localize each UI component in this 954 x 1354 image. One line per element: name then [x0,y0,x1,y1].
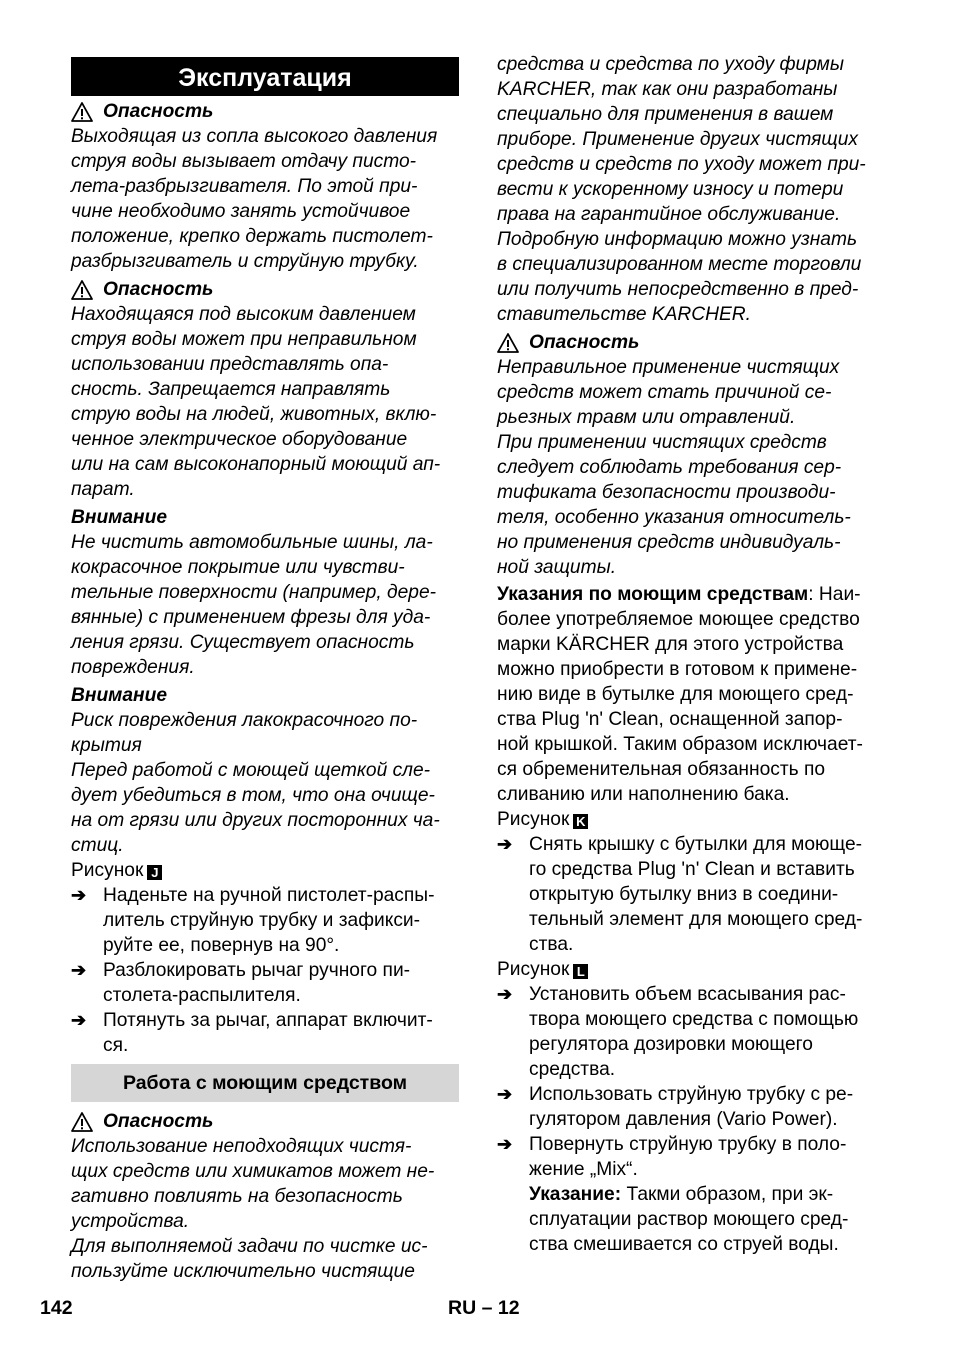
text-line: или на сам высоконапорный моющий ап- [71,454,441,475]
text-line: средств и средств по уходу может при- [497,154,866,175]
danger-heading-4 [497,330,889,355]
caution-heading-1: Внимание [71,507,168,528]
subsection-heading: Работа с моющим средством [71,1064,459,1102]
warning-triangle-icon [497,333,519,353]
text-line: струю воды на людей, животных, вклю- [71,404,437,425]
text-line: струя воды может при неправильном [71,329,417,350]
text-line: Потянуть за рычаг, аппарат включит- [103,1010,433,1031]
steps-list-k [497,832,889,957]
text-line: твора моющего средства с помощью [529,1009,859,1030]
danger-heading-1 [71,99,459,124]
text-line: литель струйную трубку и зафикси- [103,910,421,931]
text-line: Подробную информацию можно узнать [497,229,858,250]
step-text [103,883,459,958]
step-item [497,1082,889,1132]
notes-heading: Указания по моющим средствам [497,584,809,605]
text-line: Не чистить автомобильные шины, ла- [71,532,433,553]
warning-triangle-icon [71,280,93,300]
text-line: Выходящая из сопла высокого давления [71,126,438,147]
text-line: разбрызгиватель и струйную трубку. [71,251,419,272]
text-line: жение „Mix“. [529,1159,638,1180]
text-line: права на гарантийное обслуживание. [497,204,841,225]
text-line: Находящаяся под высоким давлением [71,304,416,325]
text-line: марки KÄRCHER для этого устройства [497,634,844,655]
danger-label: Опасность [103,279,214,300]
text-line: Установить объем всасывания рас- [529,984,846,1005]
continued-text [497,52,889,327]
text-line: ся обременительная обязанность по [497,759,826,780]
arrow-right-icon: ➔ [497,834,513,854]
text-line: парат. [71,479,135,500]
text-line: Использовать струйную трубку с ре- [529,1084,854,1105]
notes-text [497,607,889,807]
text-line: сность. Запрещается направлять [71,379,391,400]
figure-reference-l [497,957,889,982]
figure-reference-j [71,858,459,883]
step-text [529,1082,889,1132]
step-text [529,1132,889,1182]
text-line: струя воды вызывает отдачу писто- [71,151,417,172]
text-line: ства смешивается со струей воды. [529,1234,839,1255]
text-line: теля, особенно указания относитель- [497,507,851,528]
step-item [71,1008,459,1058]
arrow-right-icon: ➔ [497,984,513,1004]
text-line: вянные) с применением фрезы для уда- [71,607,431,628]
text-line: кокрасочное покрытие или чувстви- [71,557,405,578]
note-block [497,1182,889,1257]
text-line: в специализированном месте торговли [497,254,862,275]
figure-key-icon: L [573,964,588,979]
text-line: сливанию или наполнению бака. [497,784,790,805]
text-line: Риск повреждения лакокрасочного по- [71,710,418,731]
page-reference: RU – 12 [448,1297,520,1319]
text-line: гативно повлиять на безопасность [71,1186,403,1207]
text-line: открытую бутылку вниз в соедини- [529,884,839,905]
step-text [529,832,889,957]
note-text [529,1207,889,1257]
text-line: ченное электрическое оборудование [71,429,408,450]
text-line: Использование неподходящих чистя- [71,1136,412,1157]
page-number: 142 [40,1297,73,1319]
text-line: Перед работой с моющей щеткой сле- [71,760,431,781]
text-line: можно приобрести в готовом к примене- [497,659,858,680]
figure-key-icon: J [147,865,162,880]
text-line: ления грязи. Существует опасность [71,632,415,653]
text-line: го средства Plug 'n' Clean и вставить [529,859,855,880]
text-line: на от грязи или других посторонних ча- [71,810,440,831]
text-line: руйте ее, повернув на 90°. [103,935,340,956]
note-label: Указание: [529,1184,622,1205]
step-item [497,832,889,957]
figure-reference-k [497,807,889,832]
step-text [529,982,889,1082]
text-line: сплуатации раствор моющего сред- [529,1209,849,1230]
text-line: Для выполняемой задачи по чистке ис- [71,1236,428,1257]
text-line: средства и средства по уходу фирмы [497,54,844,75]
danger-label: Опасность [103,101,214,122]
step-item [497,982,889,1082]
arrow-right-icon: ➔ [497,1134,513,1154]
step-text [103,1008,459,1058]
note-first-tail: Такми образом, при эк- [621,1184,834,1205]
danger-text-3 [71,1134,459,1284]
text-line: щих средств или химикатов может не- [71,1161,435,1182]
text-line: вести к ускоренному износу и потери [497,179,844,200]
text-line: тельный элемент для моющего сред- [529,909,863,930]
arrow-right-icon: ➔ [71,1010,87,1030]
text-line: специально для применения в вашем [497,104,834,125]
danger-label: Опасность [529,332,640,353]
arrow-right-icon: ➔ [71,885,87,905]
text-line: ся. [103,1035,129,1056]
text-line: или получить непосредственно в пред- [497,279,859,300]
figure-key-icon: K [573,814,588,829]
text-line: устройства. [71,1211,190,1232]
text-line: Разблокировать рычаг ручного пи- [103,960,411,981]
text-line: рьезных травм или отравлений. [497,407,796,428]
text-line: чине необходимо занять устойчивое [71,201,411,222]
figure-label: Рисунок [497,959,570,980]
text-line: более употребляемое моющее средство [497,609,860,630]
text-line: следует соблюдать требования сер- [497,457,842,478]
text-line: ной крышкой. Таким образом исключает- [497,734,863,755]
steps-list-j [71,883,459,1058]
text-line: KARCHER, так как они разработаны [497,79,838,100]
danger-text-4 [497,355,889,580]
warning-triangle-icon [71,102,93,122]
text-line: тификата безопасности производи- [497,482,836,503]
danger-heading-3 [71,1109,459,1134]
notes-first-tail: : Наи- [808,584,861,605]
warning-triangle-icon [71,1112,93,1132]
step-item [71,958,459,1008]
text-line: лета-разбрызгивателя. По этой при- [71,176,418,197]
caution-text-1 [71,530,459,680]
detergent-notes [497,582,889,807]
text-line: средств может стать причиной се- [497,382,832,403]
text-line: Наденьте на ручной пистолет-распы- [103,885,435,906]
text-line: нию виде в бутылке для моющего сред- [497,684,854,705]
figure-label: Рисунок [497,809,570,830]
text-line: Снять крышку с бутылки для моюще- [529,834,863,855]
text-line: приборе. Применение других чистящих [497,129,859,150]
danger-heading-2 [71,277,459,302]
steps-list-l [497,982,889,1182]
caution-text-2 [71,708,459,858]
text-line: столета-распылителя. [103,985,301,1006]
arrow-right-icon: ➔ [497,1084,513,1104]
text-line: ставительстве KARCHER. [497,304,751,325]
text-line: использовании представлять опа- [71,354,389,375]
text-line: дует убедиться в том, что она очище- [71,785,435,806]
step-text [103,958,459,1008]
arrow-right-icon: ➔ [71,960,87,980]
text-line: При применении чистящих средств [497,432,827,453]
text-line: гулятором давления (Vario Power). [529,1109,838,1130]
text-line: Повернуть струйную трубку в поло- [529,1134,847,1155]
notes-first-line [497,582,889,607]
left-column [71,53,459,1284]
text-line: тельные поверхности (например, дере- [71,582,437,603]
text-line: Неправильное применение чистящих [497,357,840,378]
right-column [497,52,889,1257]
caution-heading-2: Внимание [71,685,168,706]
text-line: ной защиты. [497,557,617,578]
danger-text-2 [71,302,459,502]
section-title: Эксплуатация [71,57,459,96]
text-line: положение, крепко держать пистолет- [71,226,433,247]
step-item [71,883,459,958]
text-line: крытия [71,735,142,756]
danger-label: Опасность [103,1111,214,1132]
text-line: средства. [529,1059,616,1080]
text-line: ства. [529,934,574,955]
text-line: пользуйте исключительно чистящие [71,1261,415,1282]
text-line: но применения средств индивидуаль- [497,532,841,553]
text-line: повреждения. [71,657,195,678]
note-first-line [529,1182,889,1207]
figure-label: Рисунок [71,860,144,881]
text-line: ства Plug 'n' Clean, оснащенной запор- [497,709,843,730]
danger-text-1 [71,124,459,274]
text-line: стиц. [71,835,124,856]
step-item [497,1132,889,1182]
text-line: регулятора дозировки моющего [529,1034,813,1055]
